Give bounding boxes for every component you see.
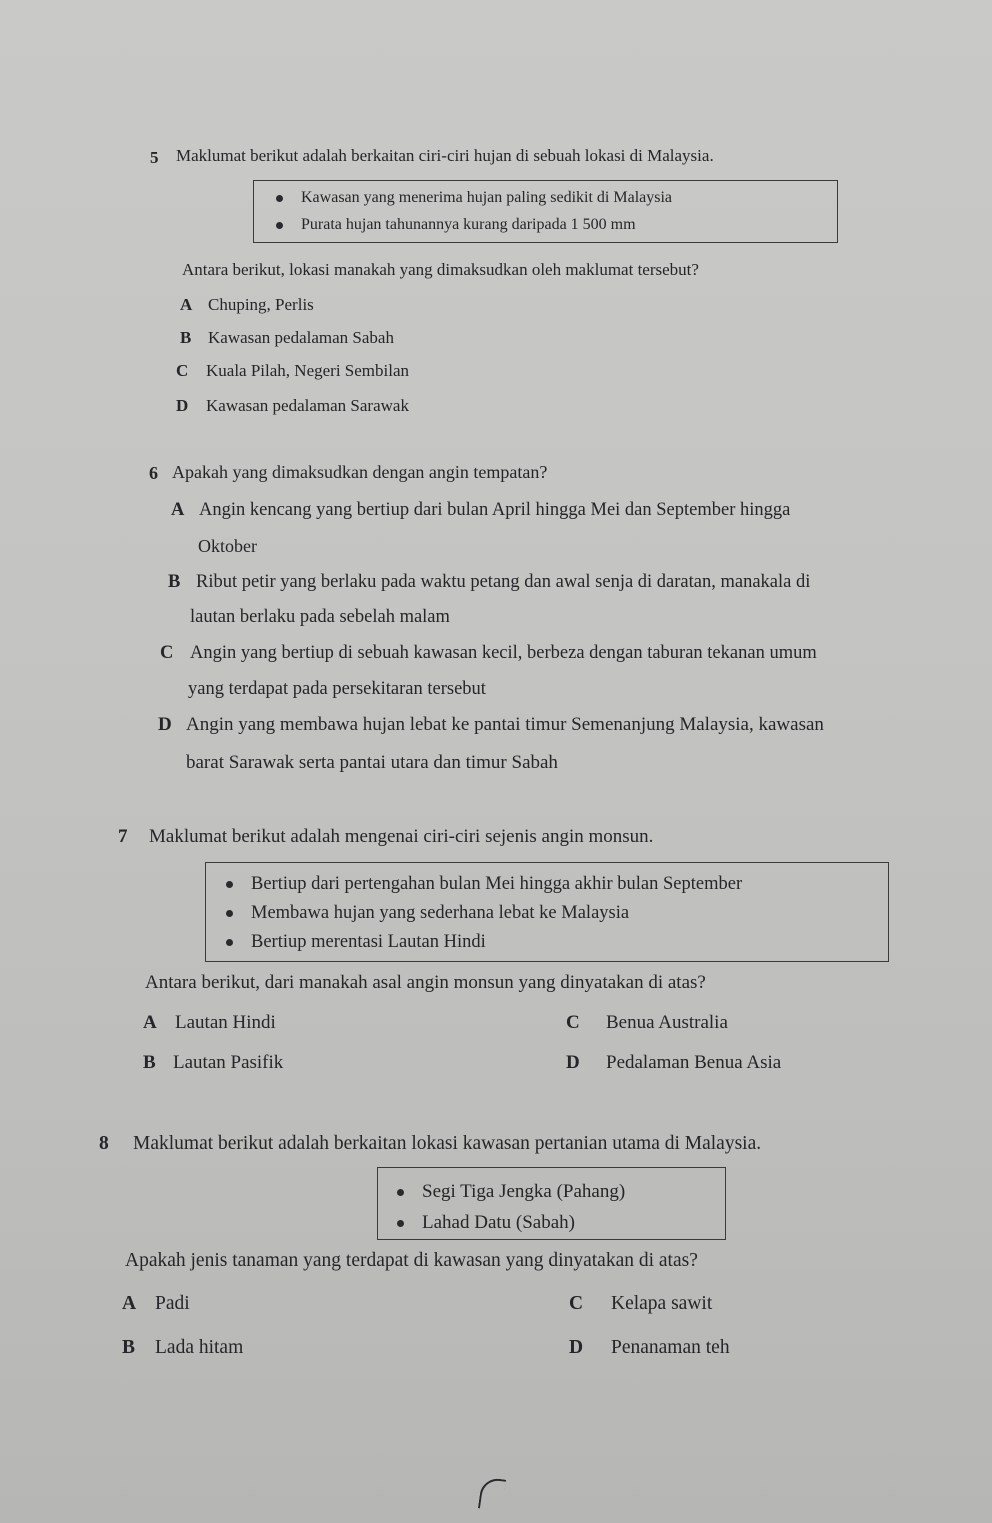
bullet-icon (226, 881, 233, 888)
bullet-icon (276, 222, 283, 229)
question-stem: Maklumat berikut adalah berkaitan ciri-ciri hujan di sebuah lokasi di Malaysia. (176, 146, 714, 165)
question-stem: Maklumat berikut adalah mengenai ciri-ciri sejenis angin monsun. (149, 826, 654, 847)
option-b-continued: lautan berlaku pada sebelah malam (190, 607, 450, 627)
option-a[interactable]: A Lautan Hindi (143, 1012, 276, 1033)
info-item: Bertiup merentasi Lautan Hindi (226, 932, 486, 953)
question-text: Apakah jenis tanaman yang terdapat di kawasan yang dinyatakan di atas? (125, 1250, 698, 1271)
info-item: Lahad Datu (Sabah) (397, 1212, 575, 1234)
info-item: Kawasan yang menerima hujan paling sedikit di Malaysia (276, 189, 672, 207)
question-text: Antara berikut, lokasi manakah yang dimaksudkan oleh maklumat tersebut? (182, 260, 699, 279)
bullet-icon (226, 910, 233, 917)
question-number: 8 (99, 1133, 109, 1154)
option-d[interactable]: D Kawasan pedalaman Sarawak (176, 396, 409, 415)
question-number: 5 (150, 148, 159, 167)
option-d[interactable]: D Pedalaman Benua Asia (566, 1052, 782, 1073)
option-c[interactable]: C Kuala Pilah, Negeri Sembilan (176, 361, 410, 380)
info-item: Membawa hujan yang sederhana lebat ke Malaysia (226, 903, 629, 924)
option-b[interactable]: B Ribut petir yang berlaku pada waktu petang dan awal senja di daratan, manakala di (168, 572, 811, 592)
option-d[interactable]: D Penanaman teh (569, 1337, 730, 1358)
bullet-icon (397, 1220, 404, 1227)
info-item: Purata hujan tahunannya kurang daripada 1 500 mm (276, 216, 636, 234)
option-c[interactable]: C Kelapa sawit (569, 1293, 713, 1314)
question-text: Antara berikut, dari manakah asal angin monsun yang dinyatakan di atas? (145, 972, 706, 993)
option-a[interactable]: A Chuping, Perlis (180, 295, 314, 314)
bullet-icon (397, 1189, 404, 1196)
bullet-icon (276, 195, 283, 202)
option-d-continued: barat Sarawak serta pantai utara dan timur Sabah (186, 752, 558, 773)
question-number: 6 (149, 463, 158, 483)
option-a[interactable]: A Angin kencang yang bertiup dari bulan April hingga Mei dan September hingga (171, 500, 791, 520)
pen-mark (478, 1476, 506, 1511)
info-item: Bertiup dari pertengahan bulan Mei hingga akhir bulan September (226, 874, 742, 895)
option-b[interactable]: B Lautan Pasifik (143, 1052, 284, 1073)
question-stem: Apakah yang dimaksudkan dengan angin tempatan? (172, 462, 548, 482)
option-d[interactable]: D Angin yang membawa hujan lebat ke pantai timur Semenanjung Malaysia, kawasan (158, 714, 824, 735)
option-c[interactable]: C Benua Australia (566, 1012, 728, 1033)
option-c-continued: yang terdapat pada persekitaran tersebut (188, 679, 486, 699)
question-number: 7 (118, 826, 128, 847)
question-stem: Maklumat berikut adalah berkaitan lokasi kawasan pertanian utama di Malaysia. (133, 1133, 762, 1154)
option-a-continued: Oktober (198, 536, 257, 556)
bullet-icon (226, 939, 233, 946)
option-b[interactable]: B Kawasan pedalaman Sabah (180, 328, 394, 347)
option-a[interactable]: A Padi (122, 1293, 190, 1314)
option-b[interactable]: B Lada hitam (122, 1337, 244, 1358)
option-c[interactable]: C Angin yang bertiup di sebuah kawasan kecil, berbeza dengan taburan tekanan umum (160, 643, 817, 663)
info-item: Segi Tiga Jengka (Pahang) (397, 1181, 625, 1203)
